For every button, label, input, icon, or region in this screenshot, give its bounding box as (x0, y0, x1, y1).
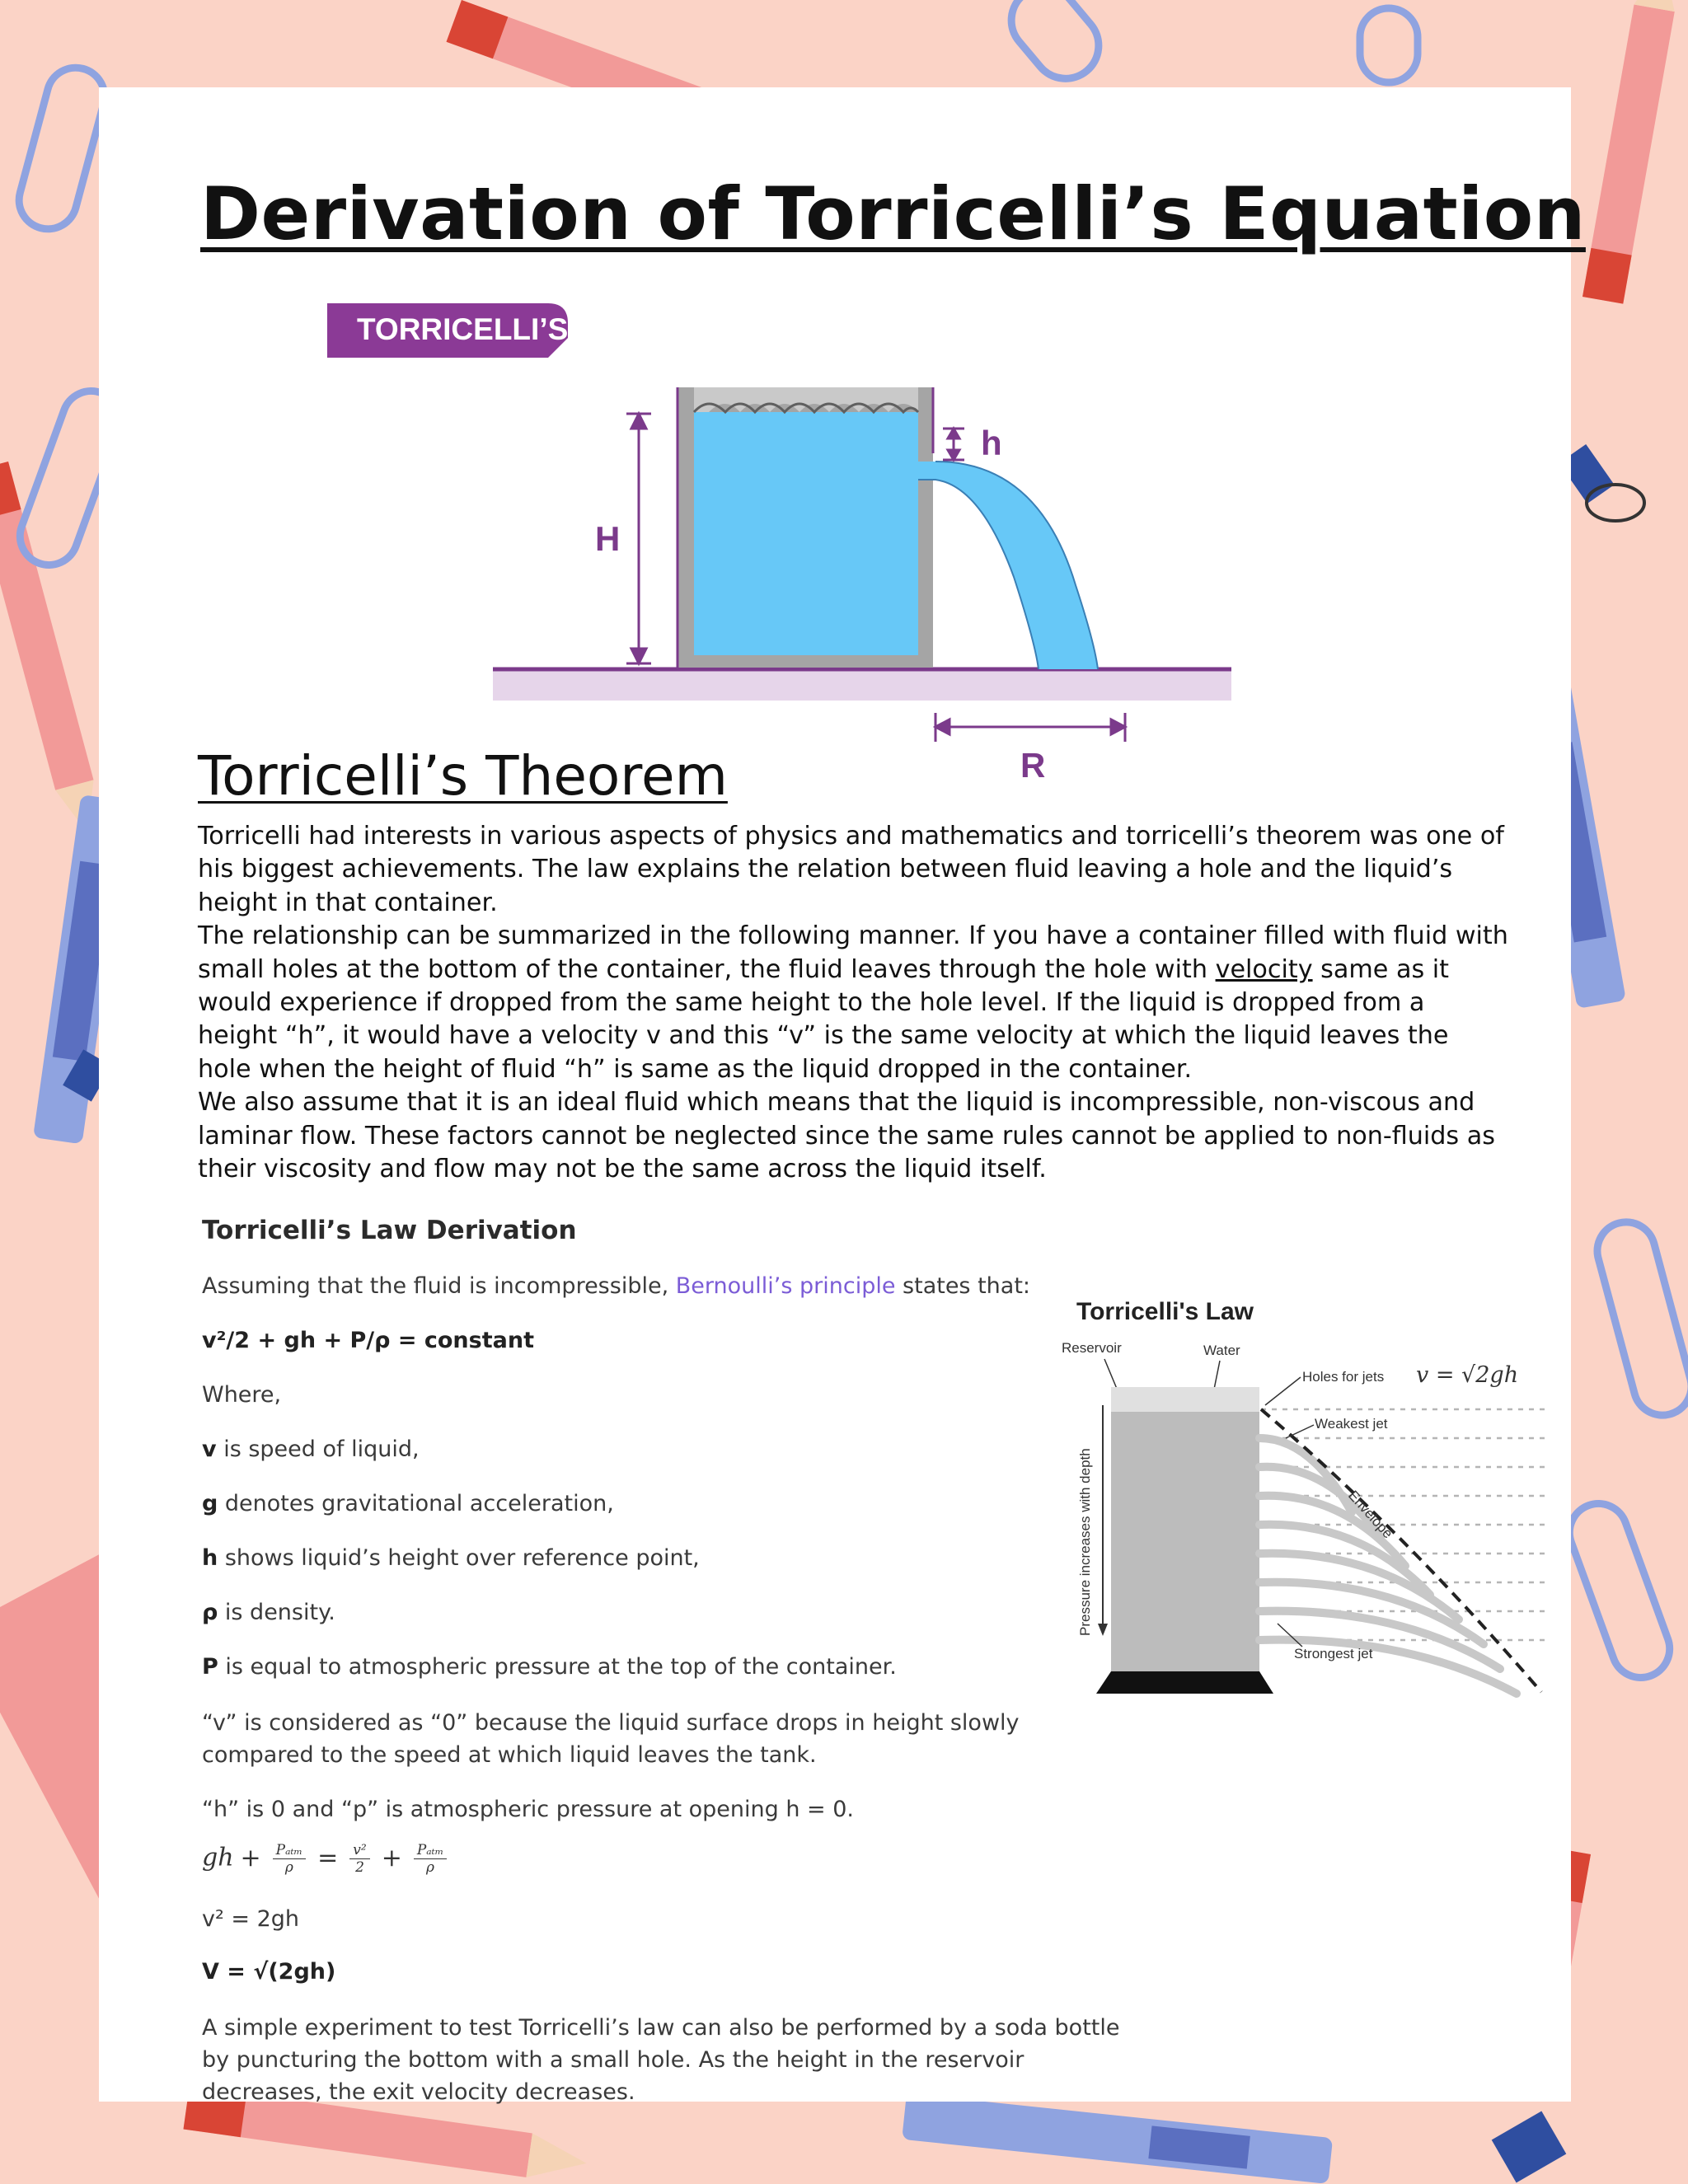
torricelli-jets-diagram (1055, 1290, 1550, 1702)
velocity-formula: v = √2gh (1416, 1362, 1519, 1388)
velocity-link[interactable]: velocity (1215, 954, 1313, 984)
holes-label: Holes for jets (1302, 1369, 1385, 1385)
section-heading: Torricelli’s Theorem (198, 744, 728, 808)
water-jet (918, 462, 1098, 669)
definition-v: v is speed of liquid, (202, 1436, 420, 1462)
theorem-text (198, 820, 1508, 1186)
experiment-note: A simple experiment to test Torricelli’s law can also be performed by a soda bottle by puncturing the bottom with a small hole. As the height in the reservoir decreases, the exit velocity decreases. (202, 2015, 1120, 2105)
label-h: h (981, 424, 1002, 462)
envelope-label: Envelope (1345, 1487, 1396, 1542)
result-v: V = √(2gh) (202, 1959, 336, 1985)
assumption-line: Assuming that the fluid is incompressible, Bernoulli’s principle states that: (202, 1273, 1031, 1299)
label-H: H (595, 519, 621, 558)
result-v-squared: v² = 2gh (202, 1906, 300, 1932)
reservoir-tank (1111, 1387, 1259, 1671)
strongest-jet-label: Strongest jet (1294, 1646, 1373, 1661)
h-zero-note: “h” is 0 and “p” is atmospheric pressure at opening h = 0. (202, 1797, 855, 1822)
ground (493, 668, 1231, 701)
pressure-label: Pressure increases with depth (1077, 1448, 1093, 1636)
water-label: Water (1203, 1343, 1240, 1358)
paragraph: Torricelli had interests in various aspects of physics and mathematics and torricelli’s theorem was one of his biggest achievements. The law explains the relation between fluid leaving a hole and the liquid’s height in that container. (198, 822, 1504, 917)
torricelli-tank-diagram (321, 297, 1245, 791)
height-H-arrow (626, 414, 651, 663)
derivation-heading: Torricelli’s Law Derivation (202, 1216, 577, 1245)
definition-h: h shows liquid’s height over reference point, (202, 1545, 700, 1571)
bernoulli-equation: v²/2 + gh + P/ρ = constant (202, 1328, 534, 1353)
tank-water (694, 412, 918, 655)
diagram-title: Torricelli's Law (1076, 1298, 1254, 1325)
where-label: Where, (202, 1382, 282, 1408)
label-R: R (1020, 746, 1046, 785)
definition-g: g denotes gravitational acceleration, (202, 1491, 614, 1516)
definition-P: P is equal to atmospheric pressure at the top of the container. (202, 1654, 897, 1680)
range-R-arrow (935, 713, 1125, 742)
reservoir-label: Reservoir (1062, 1340, 1122, 1356)
bernoulli-link[interactable]: Bernoulli’s principle (675, 1273, 896, 1299)
pencil-icon (0, 462, 106, 838)
page-title: Derivation of Torricelli’s Equation (200, 171, 1586, 256)
definition-rho: ρ is density. (202, 1600, 335, 1625)
banner-label: TORRICELLI’S LAW (357, 312, 645, 346)
weakest-jet-label: Weakest jet (1315, 1416, 1388, 1432)
paragraph: The relationship can be summarized in the following manner. If you have a container filled with fluid with small holes at the bottom of the container, the fluid leaves through the hole with velocity same as it would experience if dropped from the same height to the hole level. If the liquid is dropped from a height “h”, it would have a velocity v and this “v” is the same velocity at which the liquid leaves the hole when the height of fluid “h” is same as the liquid dropped in the container. (198, 921, 1508, 1084)
v-zero-note: “v” is considered as “0” because the liquid surface drops in height slowly compared to the speed at which liquid leaves the tank. (202, 1710, 1020, 1768)
paragraph: We also assume that it is an ideal fluid which means that the liquid is incompressible, non-viscous and laminar flow. These factors cannot be neglected since the same rules cannot be applied to non-fluids as their viscosity and flow may not be the same across the liquid itself. (198, 1088, 1495, 1184)
height-h-arrow (943, 429, 964, 460)
pencil-icon (1582, 0, 1683, 304)
torricelli-equation: gh + $\frac{\text{Pₐₜₘ}}{\rho}$ = $\frac{\text{v²}}{2}$ + $\frac{\text{Pₐₜₘ}}{\rho}$ (202, 1842, 452, 1876)
